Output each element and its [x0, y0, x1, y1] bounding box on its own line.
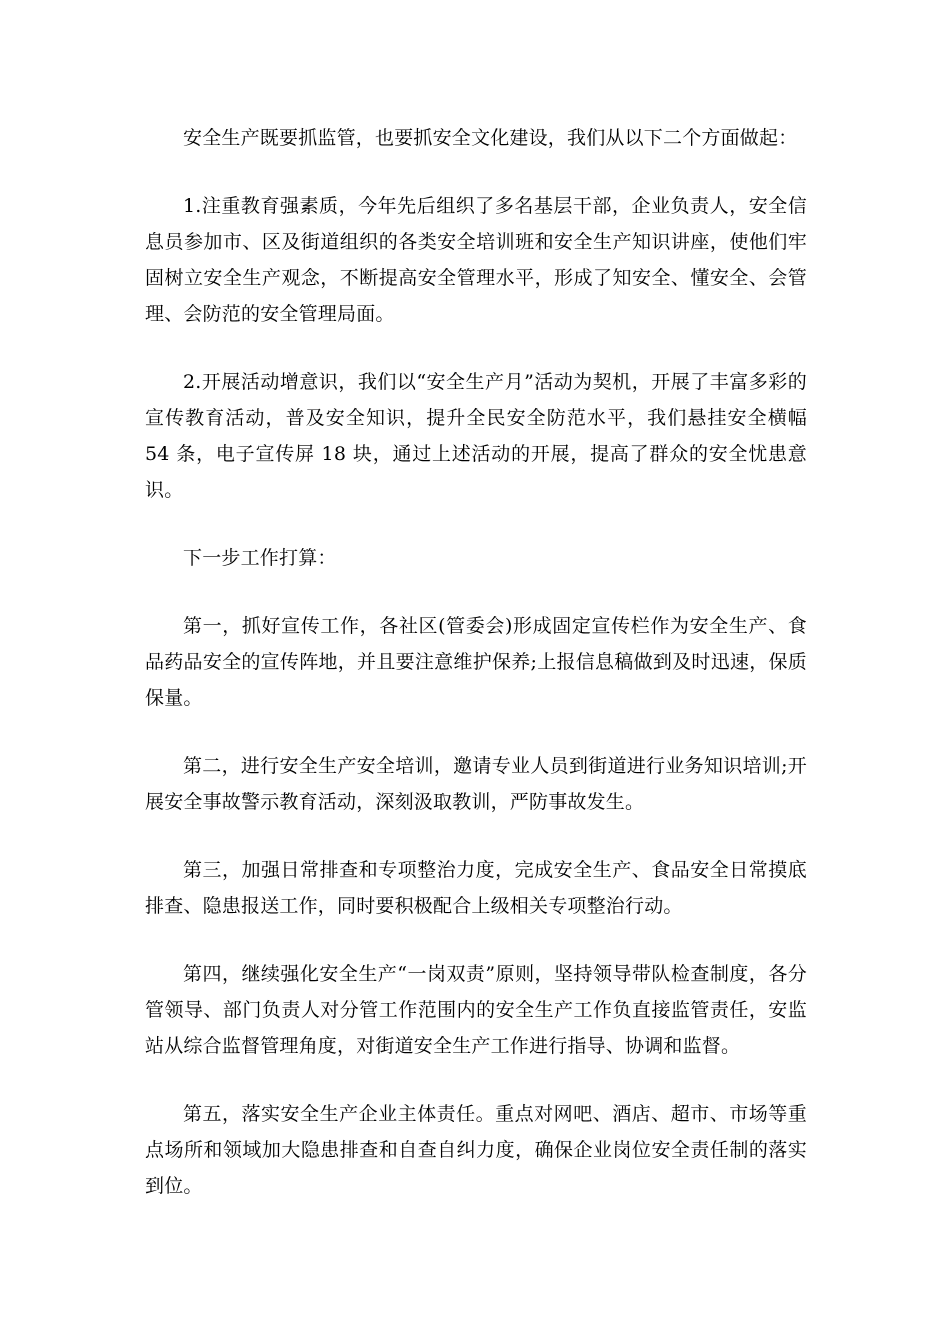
next-steps-heading: 下一步工作打算： [183, 547, 337, 569]
education-paragraph: 1.注重教育强素质，今年先后组织了多名基层干部，企业负责人，安全信息员参加市、区及街道组织的各类安全培训班和安全生产知识讲座，使他们牢固树立安全生产观念，不断提高安全管理水平，形成了知安全、懂安全、会管理、会防范的安全管理局面。 [145, 195, 807, 325]
intro-paragraph: 安全生产既要抓监管，也要抓安全文化建设，我们从以下二个方面做起： [183, 127, 798, 149]
step-three-paragraph: 第三，加强日常排查和专项整治力度，完成安全生产、食品安全日常摸底排查、隐患报送工作，同时要积极配合上级相关专项整治行动。 [145, 859, 807, 917]
document-body [145, 120, 807, 1204]
activity-paragraph: 2.开展活动增意识，我们以“安全生产月”活动为契机，开展了丰富多彩的宣传教育活动，普及安全知识，提升全民安全防范水平，我们悬挂安全横幅 54 条，电子宣传屏 18 块，通过上述活动的开展，提高了群众的安全忧患意识。 [145, 371, 807, 501]
step-five-paragraph: 第五，落实安全生产企业主体责任。重点对网吧、酒店、超市、市场等重点场所和领域加大隐患排查和自查自纠力度，确保企业岗位安全责任制的落实到位。 [145, 1103, 807, 1197]
step-one-paragraph: 第一，抓好宣传工作，各社区(管委会)形成固定宣传栏作为安全生产、食品药品安全的宣传阵地，并且要注意维护保养;上报信息稿做到及时迅速，保质保量。 [145, 615, 807, 709]
step-two-paragraph: 第二，进行安全生产安全培训，邀请专业人员到街道进行业务知识培训;开展安全事故警示教育活动，深刻汲取教训，严防事故发生。 [145, 755, 807, 813]
step-four-paragraph: 第四，继续强化安全生产“一岗双责”原则，坚持领导带队检查制度，各分管领导、部门负责人对分管工作范围内的安全生产工作负直接监管责任，安监站从综合监督管理角度，对街道安全生产工作进行指导、协调和监督。 [145, 963, 807, 1057]
